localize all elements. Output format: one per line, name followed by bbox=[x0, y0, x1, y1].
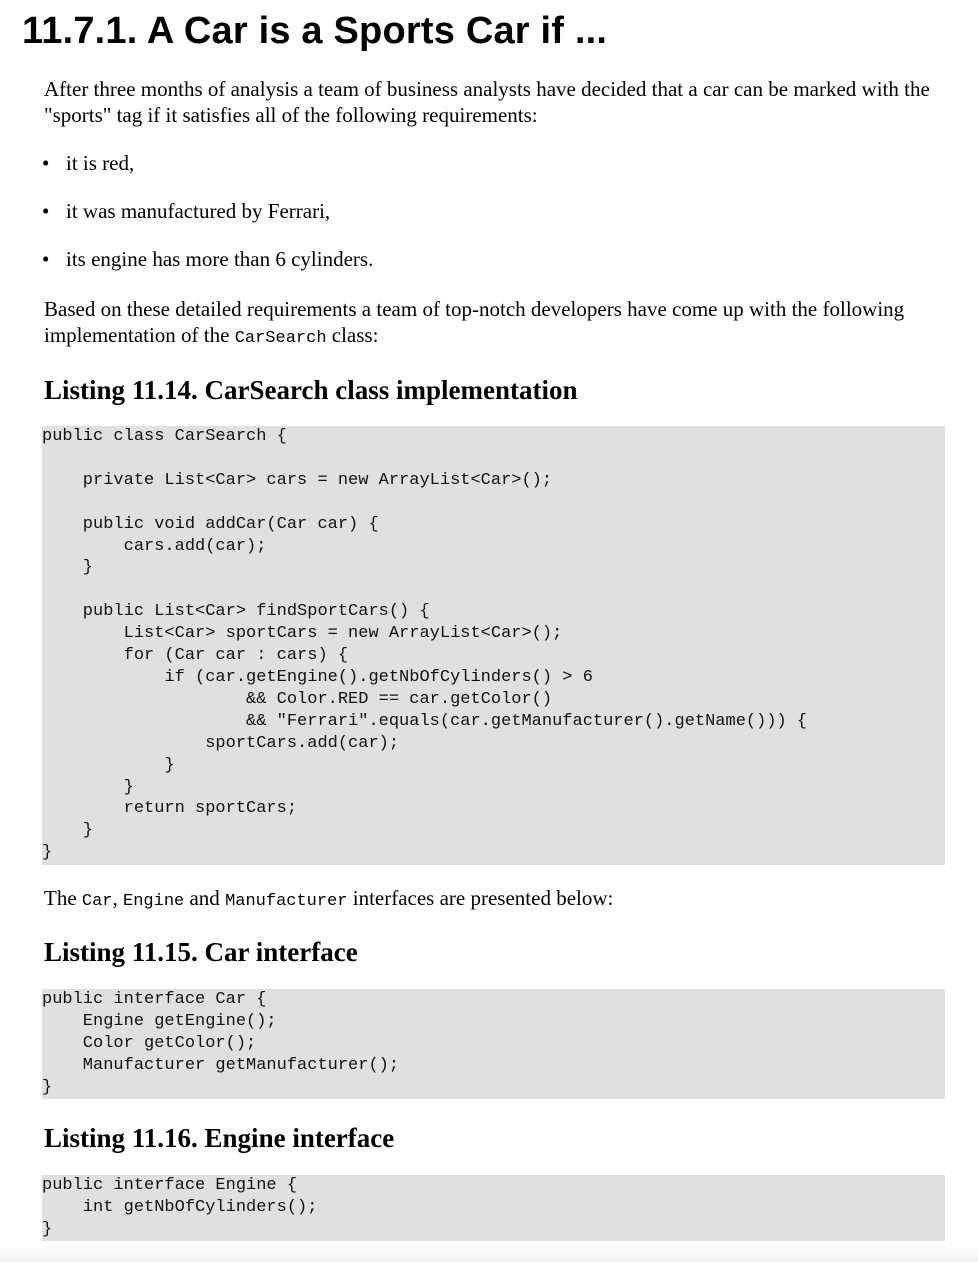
implementation-text-before: Based on these detailed requirements a team of top-notch developers have come up with the following implementation of the bbox=[44, 297, 905, 347]
list-item bbox=[0, 246, 978, 294]
requirements-list bbox=[0, 150, 978, 294]
inline-code-engine: Engine bbox=[123, 892, 185, 911]
implementation-paragraph bbox=[44, 296, 949, 352]
intro-paragraph: After three months of analysis a team of business analysts have decided that a car can be marked with the "sports" tag if it satisfies all of the following requirements: bbox=[44, 77, 930, 127]
listing-11-14-title: Listing 11.14. CarSearch class implementation bbox=[44, 375, 578, 405]
inline-code-carsearch: CarSearch bbox=[234, 329, 327, 348]
listing-11-15-code: public interface Car { Engine getEngine(); Color getColor(); Manufacturer getManufacturer(); } bbox=[42, 989, 945, 1099]
requirement-text: it was manufactured by Ferrari, bbox=[66, 199, 331, 223]
bullet-icon: • bbox=[42, 199, 50, 223]
implementation-text-after: class: bbox=[326, 323, 379, 347]
bullet-icon: • bbox=[42, 151, 50, 175]
interfaces-text-3: and bbox=[184, 886, 226, 910]
interfaces-text-1: The bbox=[44, 886, 82, 910]
page-bottom-edge bbox=[0, 1246, 978, 1262]
list-item bbox=[0, 198, 978, 246]
section-title: 11.7.1. A Car is a Sports Car if ... bbox=[22, 10, 608, 52]
requirement-text: its engine has more than 6 cylinders. bbox=[66, 247, 374, 271]
listing-11-15-title: Listing 11.15. Car interface bbox=[44, 937, 358, 967]
listing-11-14-code: public class CarSearch { private List<Car> cars = new ArrayList<Car>(); public void addCar(Car car) { cars.add(car); } public List<Car> findSportCars() { List<Car> sportCars = new ArrayList<Car>(); for (Car car : cars) { if (car.getEngine().getNbOfCylinders() > 6 && Color.RED == car.getColor() && "Ferrari".equals(car.getManufacturer().getName())) { sportCars.add(car); } } return sportCars; } } bbox=[42, 426, 945, 865]
inline-code-car: Car bbox=[81, 892, 113, 911]
bullet-icon: • bbox=[42, 247, 50, 271]
inline-code-manufacturer: Manufacturer bbox=[225, 892, 348, 911]
interfaces-text-2: , bbox=[112, 886, 124, 910]
list-item bbox=[0, 150, 978, 198]
requirement-text: it is red, bbox=[66, 151, 135, 175]
listing-11-16-title: Listing 11.16. Engine interface bbox=[44, 1123, 395, 1153]
interfaces-paragraph bbox=[44, 885, 949, 915]
interfaces-text-4: interfaces are presented below: bbox=[347, 886, 614, 910]
listing-11-16-code: public interface Engine { int getNbOfCylinders(); } bbox=[42, 1175, 945, 1241]
